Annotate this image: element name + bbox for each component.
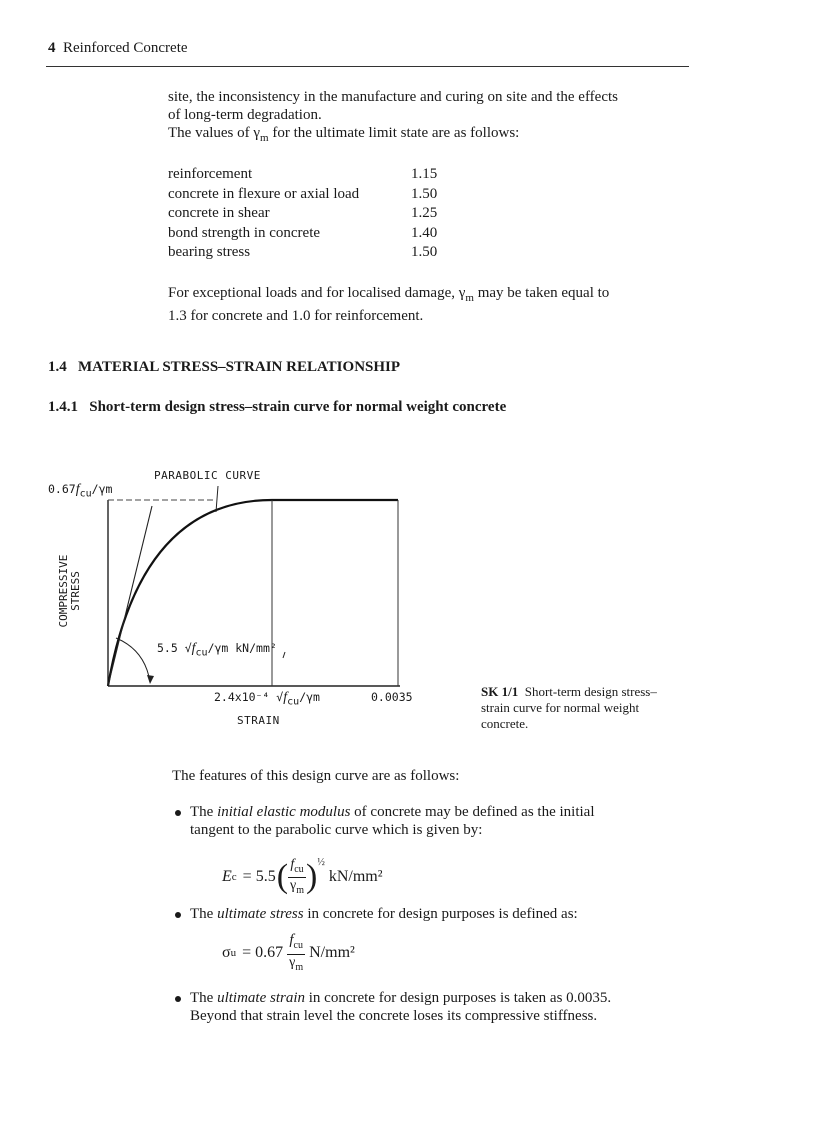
f2-num-sub: cu (293, 939, 303, 951)
row-label: concrete in flexure or axial load (168, 185, 360, 202)
f1-lhs-sub: c (231, 871, 237, 883)
b3-post: in concrete for design purposes is taken as 0.0035. (305, 990, 612, 1006)
row-value: 1.25 (411, 205, 438, 221)
table-row (168, 224, 468, 244)
row-value: 1.50 (411, 185, 438, 202)
y-axis-label-line-1: COMPRESSIVE (57, 554, 70, 628)
slope-post: /γm kN/mm² (207, 641, 277, 655)
x-tick-1-sub: cu (287, 696, 300, 708)
values-line (168, 124, 618, 147)
f2-unit: N/mm² (309, 944, 355, 961)
f1-eq: = 5.5 (242, 868, 276, 885)
slope-arrowhead (147, 675, 154, 684)
y-max-sub: cu (79, 488, 92, 500)
y-axis-label-line-2: STRESS (69, 571, 82, 611)
f1-den-sub: m (296, 884, 304, 896)
intro-paragraph (168, 88, 618, 147)
slope-label (157, 641, 277, 658)
table-row (168, 185, 468, 205)
values-line-post: for the ultimate limit state are as follows: (268, 125, 520, 141)
f1-den: γ (290, 877, 297, 893)
intro-line-1: site, the inconsistency in the manufacture and curing on site and the effects (168, 89, 618, 105)
exceptional-sub: m (465, 292, 474, 304)
tangent-line (108, 506, 152, 686)
values-line-sub: m (260, 132, 269, 144)
x-tick-label-transition (214, 690, 320, 707)
table-row (168, 243, 468, 263)
bullet-icon (175, 996, 181, 1002)
f2-den: γ (289, 954, 296, 970)
f1-right-paren: ) (306, 858, 318, 895)
row-label: concrete in shear (168, 205, 270, 221)
f2-lhs-sub: u (230, 947, 237, 959)
caption-line-2: strain curve for normal weight (481, 700, 640, 715)
section-heading-1-4-1 (48, 399, 506, 416)
y-axis-label (58, 546, 82, 636)
bullet-icon (175, 810, 181, 816)
exceptional-paragraph (168, 284, 609, 325)
running-header (48, 40, 188, 57)
b3-italic: ultimate strain (217, 990, 305, 1006)
f1-numerator (288, 857, 306, 878)
bullet-ultimate-strain (190, 989, 611, 1025)
bullet-3-line-1 (190, 989, 611, 1007)
caption-line-3: concrete. (481, 716, 529, 731)
b1-post: of concrete may be defined as the initial (350, 804, 595, 820)
exceptional-post: may be taken equal to (473, 285, 610, 301)
x-tick-1-f: f (283, 690, 288, 705)
row-value: 1.50 (411, 244, 438, 260)
row-label: reinforcement (168, 166, 253, 182)
table-row (168, 204, 468, 224)
section-heading-1-4 (48, 359, 400, 376)
row-value: 1.15 (411, 166, 438, 182)
subsection-number: 1.4.1 (48, 399, 78, 415)
parabolic-curve-label: PARABOLIC CURVE (154, 469, 261, 482)
slope-f: f (191, 641, 196, 656)
subsection-title: Short-term design stress–strain curve for normal weight concrete (89, 399, 507, 415)
unit-pointer (283, 652, 285, 658)
f1-fraction (288, 857, 306, 898)
parabolic-pointer (216, 486, 218, 512)
f2-den-sub: m (295, 961, 304, 973)
b1-italic: initial elastic modulus (217, 804, 351, 820)
page-number: 4 (48, 40, 56, 56)
f2-eq: = 0.67 (242, 944, 284, 961)
exceptional-line-2: 1.3 for concrete and 1.0 for reinforcement. (168, 308, 424, 324)
b2-post: in concrete for design purposes is defined as: (303, 906, 578, 922)
row-value: 1.40 (411, 224, 438, 241)
figure-caption (481, 684, 657, 732)
x-axis-title: STRAIN (237, 714, 280, 727)
x-tick-1-pre: 2.4x10⁻⁴ √ (214, 690, 284, 704)
caption-label: SK 1/1 (481, 684, 519, 699)
b3-pre: The (190, 990, 218, 1006)
formula-elastic-modulus (222, 855, 383, 899)
bullet-initial-modulus (190, 803, 595, 839)
y-max-value: 0.67 (48, 482, 76, 496)
exceptional-pre: For exceptional loads and for localised damage, γ (168, 285, 466, 301)
f1-lhs: E (222, 868, 232, 885)
x-tick-label-ultimate: 0.0035 (371, 690, 413, 704)
gamma-m-table (168, 165, 468, 263)
formula-ultimate-stress (222, 931, 355, 975)
caption-text-1: Short-term design stress– (524, 684, 657, 699)
y-max-gamma: /γm (91, 482, 113, 496)
f1-left-paren: ( (276, 858, 289, 895)
bullet-1-line-1 (190, 803, 595, 821)
table-row (168, 165, 468, 185)
section-number: 1.4 (48, 359, 67, 375)
x-tick-1-post: /γm (299, 690, 320, 704)
bullet-ultimate-stress (190, 905, 578, 923)
f2-num: f (289, 931, 294, 948)
slope-arc (116, 638, 150, 682)
b2-italic: ultimate stress (217, 906, 304, 922)
y-max-label (48, 482, 112, 499)
f1-denominator (288, 878, 306, 898)
header-rule (46, 66, 689, 67)
f2-lhs: σ (222, 944, 231, 961)
f1-unit: kN/mm² (328, 868, 383, 885)
f1-exponent: ½ (317, 857, 325, 868)
f2-fraction (287, 932, 305, 975)
b2-pre: The (190, 906, 218, 922)
intro-line-2: of long-term degradation. (168, 107, 322, 123)
row-label: bond strength in concrete (168, 224, 321, 241)
bullet-1-line-2: tangent to the parabolic curve which is given by: (190, 822, 483, 838)
row-label: bearing stress (168, 244, 251, 260)
bullet-icon (175, 912, 181, 918)
f1-num: f (290, 856, 295, 872)
caption-line-1 (481, 684, 657, 700)
slope-pre: 5.5 √ (157, 641, 192, 655)
section-title: MATERIAL STRESS–STRAIN RELATIONSHIP (78, 359, 401, 375)
y-max-f: f (75, 482, 80, 497)
values-line-pre: The values of γ (168, 125, 261, 141)
f1-num-sub: cu (294, 863, 304, 875)
f2-denominator (287, 955, 305, 975)
f2-numerator (287, 932, 305, 955)
bullet-3-line-2: Beyond that strain level the concrete loses its compressive stiffness. (190, 1008, 598, 1024)
exceptional-line-1 (168, 284, 609, 307)
header-title: Reinforced Concrete (63, 40, 188, 56)
slope-sub: cu (195, 647, 208, 659)
b1-pre: The (190, 804, 218, 820)
features-intro: The features of this design curve are as follows: (172, 768, 460, 784)
